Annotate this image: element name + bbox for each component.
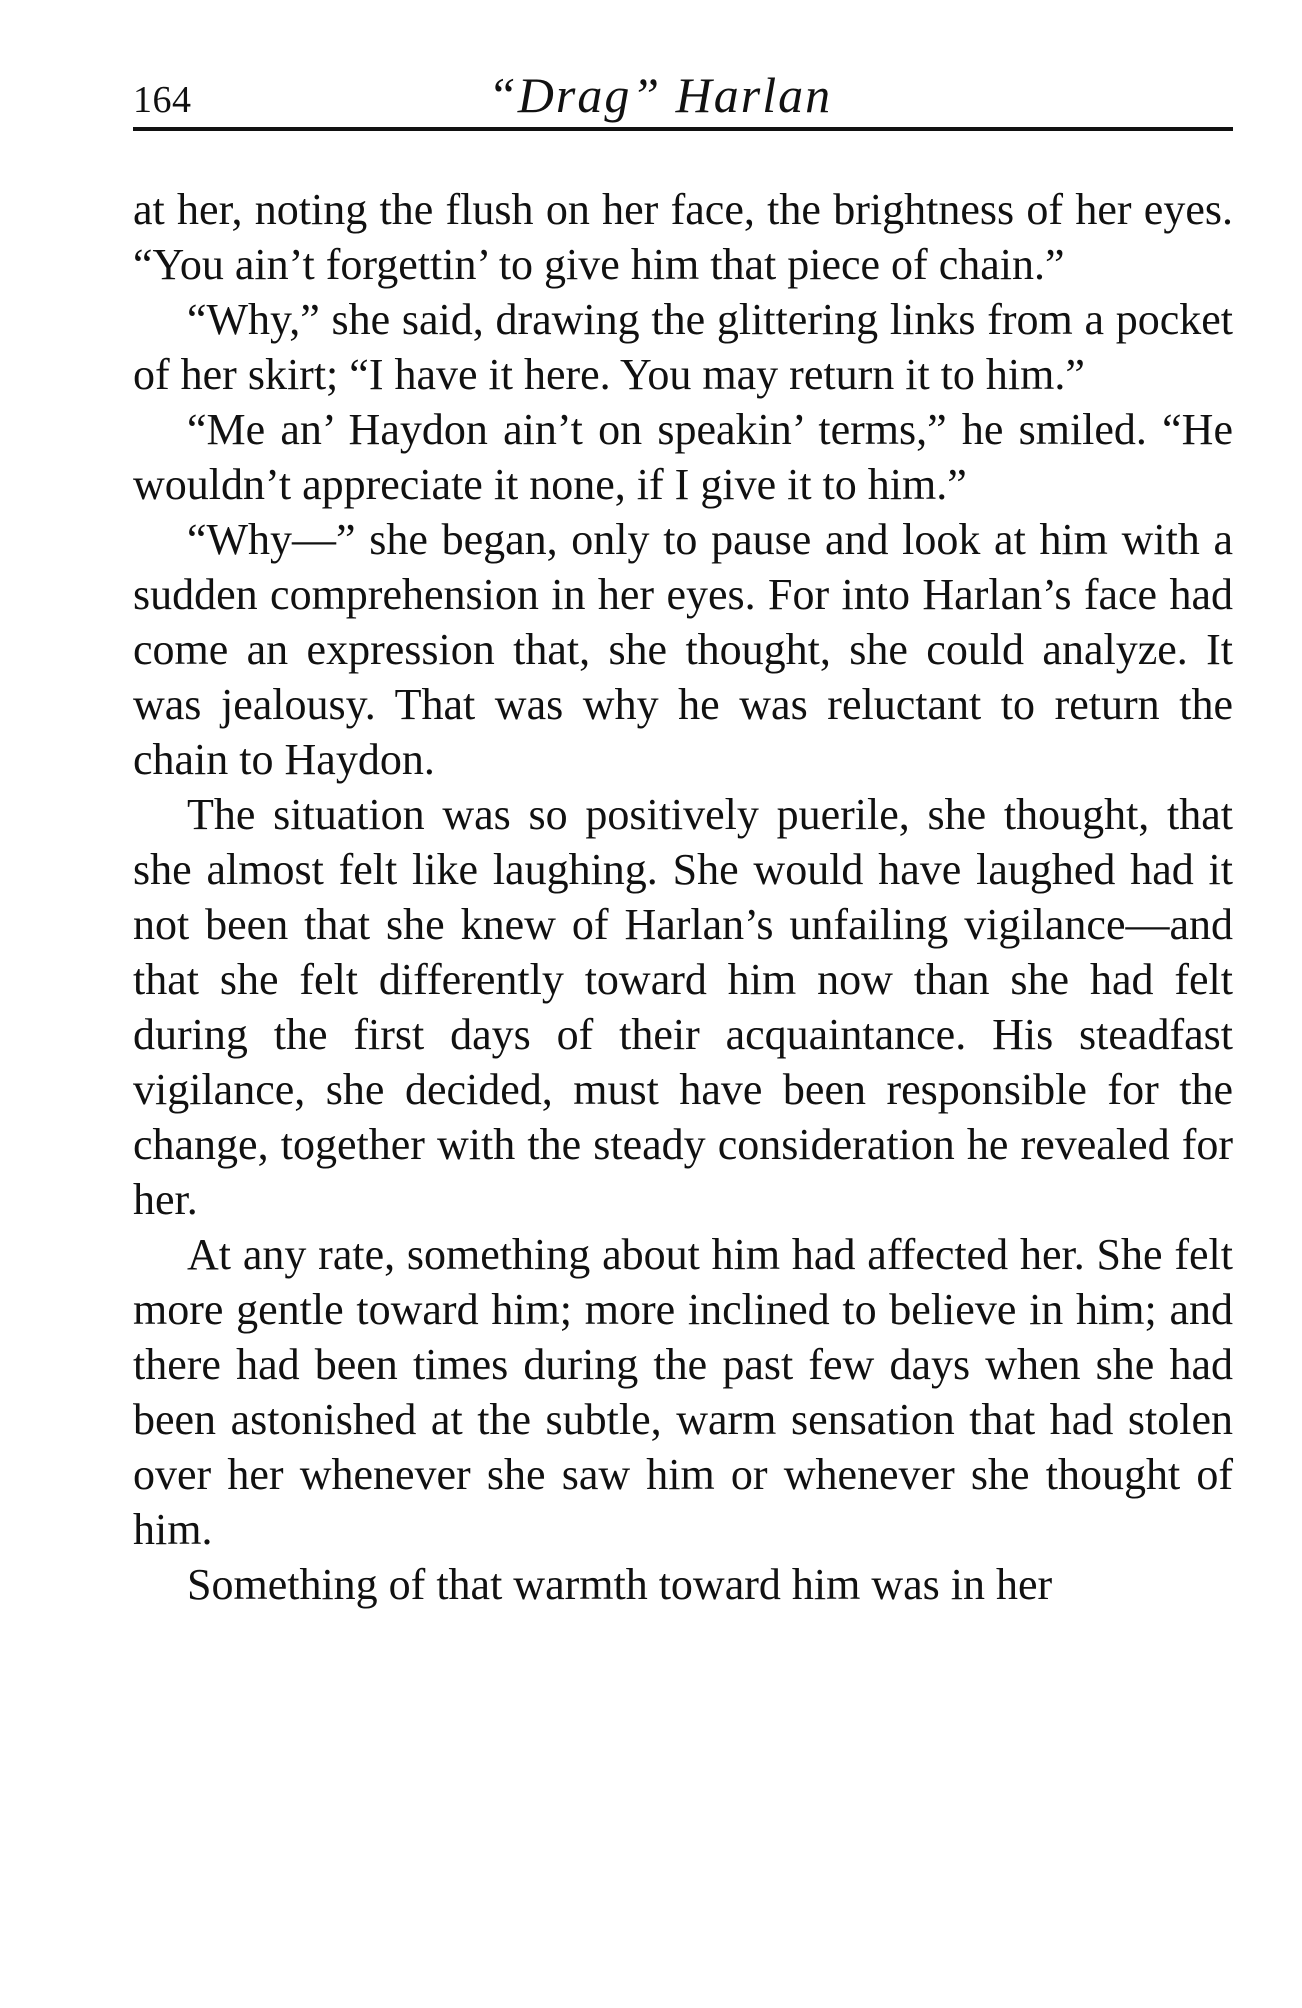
paragraph: At any rate, something about him had affected her. She felt more gentle toward him; more inclined to believe in him; and there had been times during the past few days when she had been astonished at the subtle, warm sensation that had stolen over her whenever she saw him or whenever she thought of him. <box>133 1230 1233 1554</box>
page-header <box>133 58 1233 128</box>
paragraph: “Why,” she said, drawing the glittering links from a pocket of her skirt; “I have it here. You may return it to him.” <box>133 295 1233 399</box>
paragraph: “Me an’ Haydon ain’t on speakin’ terms,” he smiled. “He wouldn’t appreciate it none, if I give it to him.” <box>133 405 1233 509</box>
running-title: “Drag” Harlan <box>488 67 833 123</box>
paragraph: Something of that warmth toward him was in her <box>187 1560 1053 1609</box>
paragraph: The situation was so positively puerile, she thought, that she almost felt like laughing. She would have laughed had it not been that she knew of Harlan’s unfailing vigilance—and that she felt differently toward him now than she had felt during the first days of their acquaintance. His steadfast vigilance, she decided, must have been responsible for the change, together with the steady consideration he revealed for her. <box>133 790 1233 1224</box>
body-text <box>133 182 1233 1612</box>
paragraph: at her, noting the flush on her face, the brightness of her eyes. “You ain’t forgettin’ to give him that piece of chain.” <box>133 185 1233 289</box>
page-number: 164 <box>133 79 192 121</box>
paragraph: “Why—” she began, only to pause and look at him with a sudden comprehension in her eyes. For into Harlan’s face had come an expression that, she thought, she could analyze. It was jealousy. That was why he was reluctant to return the chain to Haydon. <box>133 515 1233 784</box>
header-rule <box>133 127 1233 131</box>
